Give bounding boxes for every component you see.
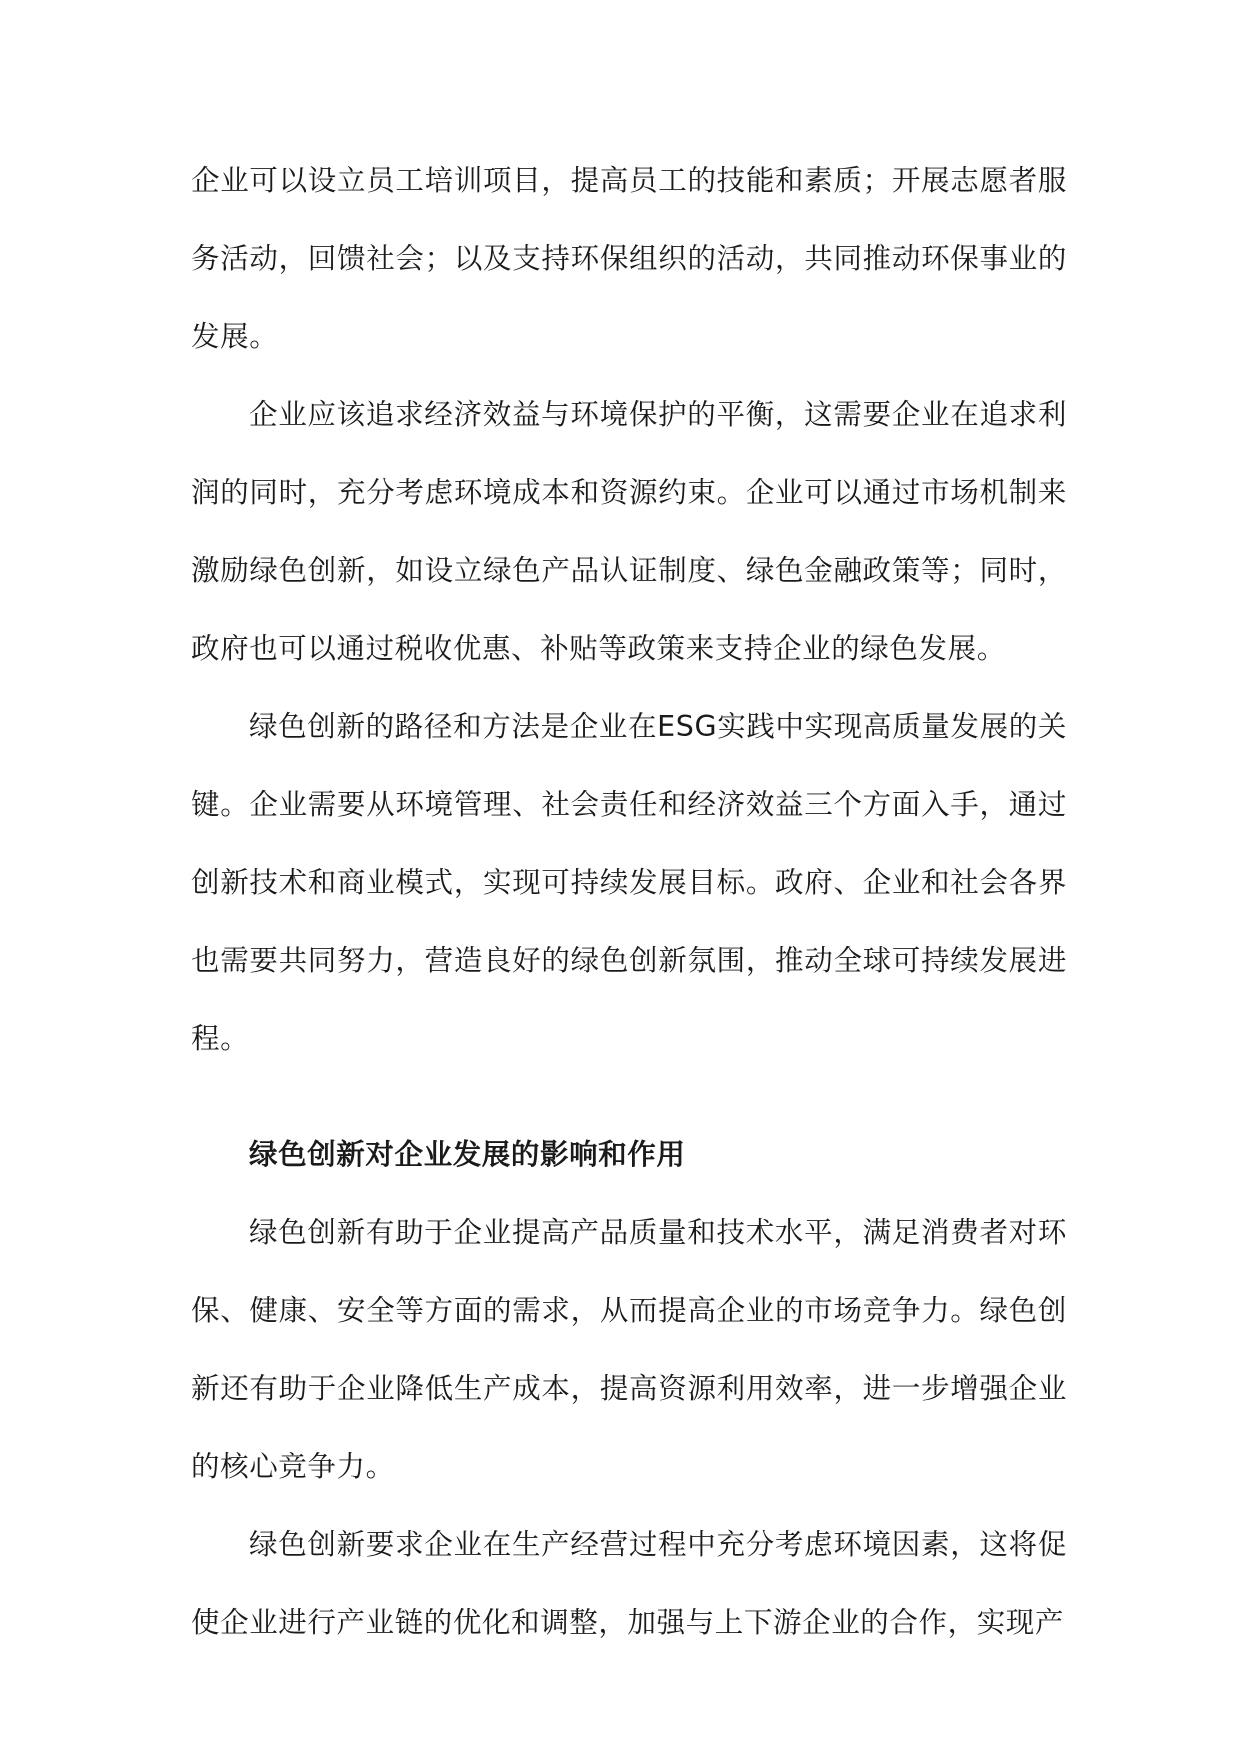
paragraph-5: 绿色创新要求企业在生产经营过程中充分考虑环境因素，这将促使企业进行产业链的优化和调整，加强与上下游企业的合作，实现产 bbox=[191, 1528, 1067, 1639]
section-heading: 绿色创新对企业发展的影响和作用 bbox=[249, 1138, 686, 1171]
paragraph-3: 绿色创新的路径和方法是企业在ESG实践中实现高质量发展的关键。企业需要从环境管理、社会责任和经济效益三个方面入手，通过创新技术和商业模式，实现可持续发展目标。政府、企业和社会各界也需要共同努力，营造良好的绿色创新氛围，推动全球可持续发展进程。 bbox=[191, 710, 1067, 1055]
paragraph-4: 绿色创新有助于企业提高产品质量和技术水平，满足消费者对环保、健康、安全等方面的需求，从而提高企业的市场竞争力。绿色创新还有助于企业降低生产成本，提高资源利用效率，进一步增强企业的核心竞争力。 bbox=[191, 1216, 1067, 1483]
paragraph-2: 企业应该追求经济效益与环境保护的平衡，这需要企业在追求利润的同时，充分考虑环境成本和资源约束。企业可以通过市场机制来激励绿色创新，如设立绿色产品认证制度、绿色金融政策等；同时，政府也可以通过税收优惠、补贴等政策来支持企业的绿色发展。 bbox=[191, 398, 1067, 665]
paragraph-1: 企业可以设立员工培训项目，提高员工的技能和素质；开展志愿者服务活动，回馈社会；以及支持环保组织的活动，共同推动环保事业的发展。 bbox=[191, 164, 1067, 353]
document-page bbox=[191, 142, 1067, 1662]
